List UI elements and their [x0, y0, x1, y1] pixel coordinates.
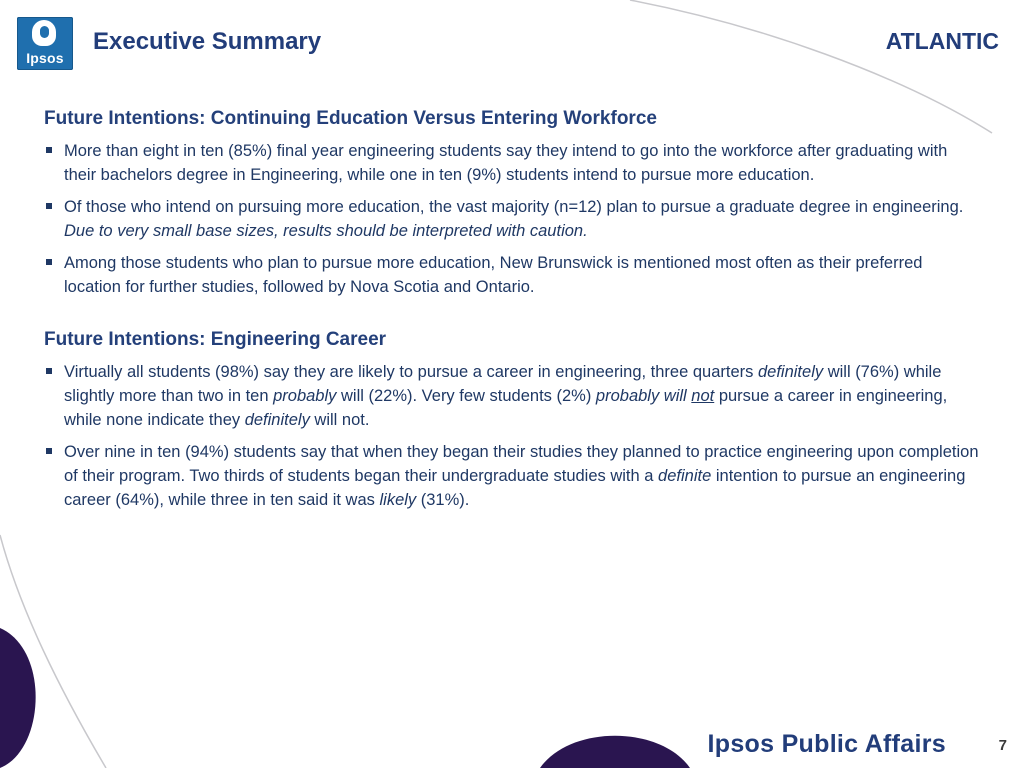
text-run: pursue a career in engineering, while none indicate they	[64, 387, 948, 429]
bullet-square-icon	[46, 203, 52, 209]
text-run: intention to pursue an engineering career (64%), while three in ten said it was	[64, 467, 966, 509]
footer-brand: Ipsos Public Affairs	[707, 730, 946, 758]
text-run: probably will	[595, 387, 692, 405]
text-run: will (22%). Very few students (2%)	[336, 387, 596, 405]
section	[44, 108, 979, 299]
bullet-square-icon	[46, 448, 52, 454]
logo-head-icon	[32, 20, 56, 46]
text-run: Over nine in ten (94%) students say that when they began their studies they planned to practice engineering upon completion of their program. Two thirds of students began their undergraduate studies with a	[64, 443, 979, 485]
text-run: definite	[658, 467, 712, 485]
bullet-item	[44, 251, 979, 299]
bullet-square-icon	[46, 147, 52, 153]
bullet-square-icon	[46, 259, 52, 265]
text-run: More than eight in ten (85%) final year engineering students say they intend to go into the workforce after graduating with their bachelors degree in Engineering, while one in ten (9%) students intend to pursue more education.	[64, 142, 948, 184]
text-run: (31%).	[416, 491, 470, 509]
left-purple-shape	[0, 628, 36, 768]
region-label: ATLANTIC	[885, 28, 999, 54]
bullet-list	[44, 139, 979, 299]
text-run: Among those students who plan to pursue more education, New Brunswick is mentioned most often as their preferred location for further studies, followed by Nova Scotia and Ontario.	[64, 254, 923, 296]
bullet-item	[44, 440, 979, 512]
text-run: Virtually all students (98%) say they are likely to pursue a career in engineering, three quarters	[64, 363, 758, 381]
text-run: will (76%) while slightly more than two in ten	[64, 363, 942, 405]
left-curve	[0, 535, 106, 768]
page-number: 7	[998, 737, 1007, 754]
bullet-item	[44, 360, 979, 432]
text-run: probably	[273, 387, 337, 405]
text-run: definitely	[757, 363, 824, 381]
bullet-item	[44, 195, 979, 243]
bullet-square-icon	[46, 368, 52, 374]
page-title: Executive Summary	[93, 28, 322, 55]
text-run: definitely	[244, 411, 310, 429]
bottom-purple-shape	[540, 736, 690, 768]
ipsos-logo	[17, 17, 73, 70]
text-run: Of those who intend on pursuing more education, the vast majority (n=12) plan to pursue a graduate degree in engineering.	[64, 198, 964, 216]
main-content	[44, 108, 979, 520]
text-run: will not.	[309, 411, 370, 429]
logo-text: Ipsos	[26, 50, 64, 66]
text-run: likely	[379, 491, 417, 509]
section-heading: Future Intentions: Engineering Career	[44, 329, 387, 350]
bullet-item	[44, 139, 979, 187]
text-run: Due to very small base sizes, results should be interpreted with caution.	[64, 222, 588, 240]
text-run: not	[691, 387, 715, 405]
bullet-list	[44, 360, 979, 512]
section	[44, 329, 979, 512]
section-heading: Future Intentions: Continuing Education Versus Entering Workforce	[44, 108, 657, 129]
